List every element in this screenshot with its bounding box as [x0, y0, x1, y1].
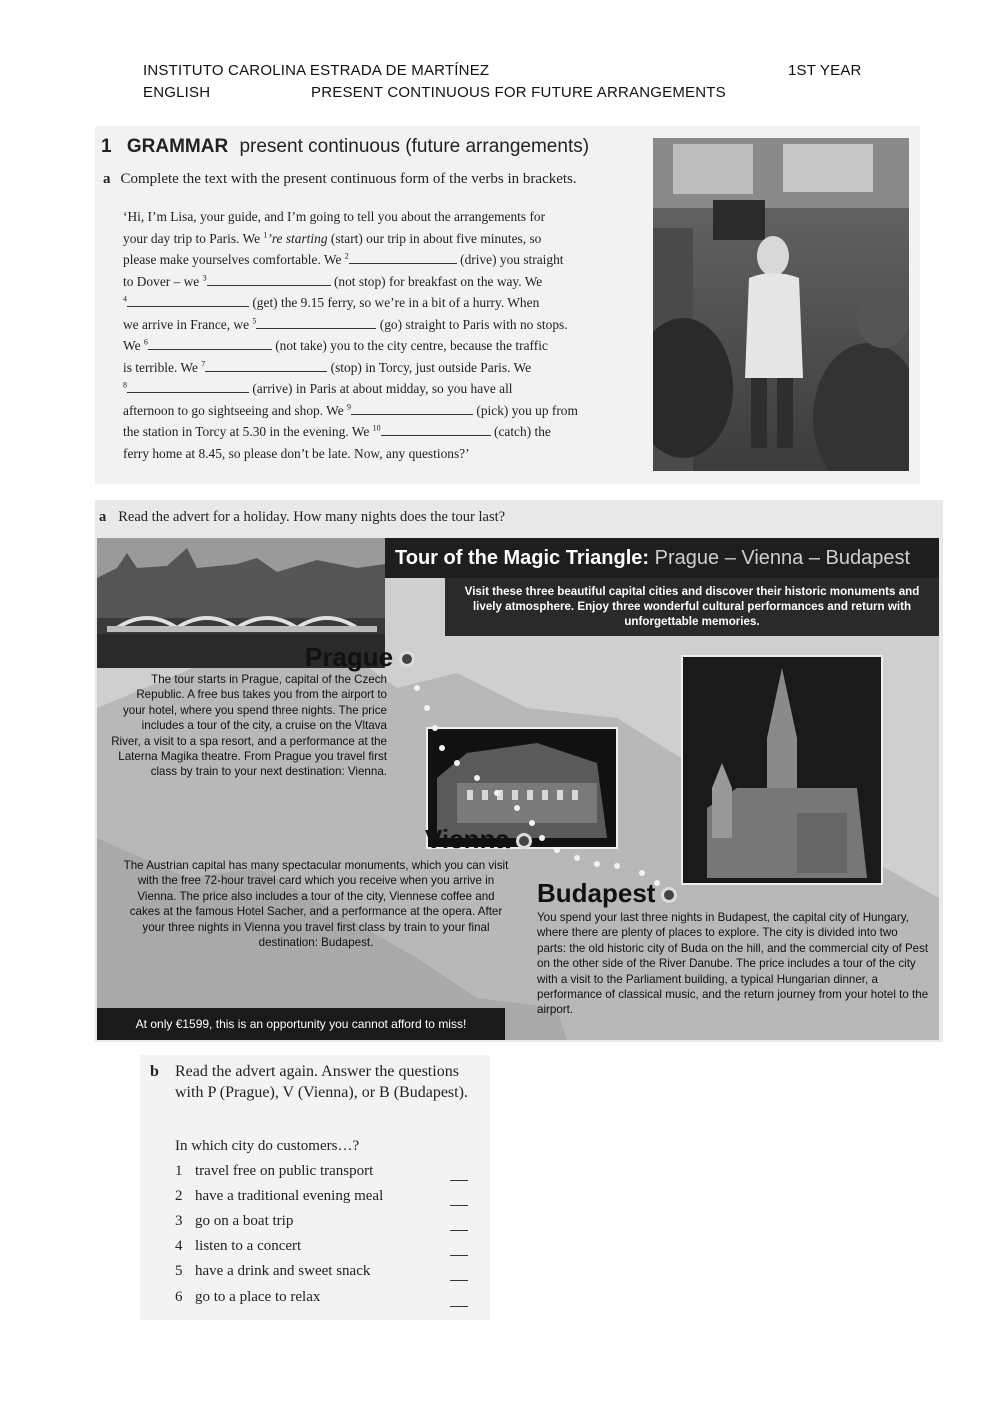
location-pin-icon [516, 833, 532, 849]
advert-title-cities: Prague – Vienna – Budapest [649, 547, 911, 569]
advert-section [95, 500, 943, 1042]
passage-line: ferry home at 8.45, so please don’t be late. Now, any questions?’ [123, 445, 470, 461]
grammar-section [95, 126, 920, 484]
answer-blank[interactable] [450, 1306, 468, 1307]
advert-intro: Visit these three beautiful capital cities and discover their historic monuments and lively atmosphere. Enjoy three wonderful cultural performances and return with unforgettable memories. [445, 578, 939, 636]
year-label: 1ST YEAR [788, 62, 862, 79]
questions-instruction [150, 1061, 475, 1103]
question-item: 1 travel free on public transport [175, 1163, 374, 1179]
answer-blank-9[interactable] [351, 403, 473, 415]
passage-line: ‘Hi, I’m Lisa, your guide, and I’m going to tell you about the arrangements for [123, 209, 546, 224]
advert-title-bold: Tour of the Magic Triangle: [395, 547, 650, 569]
gap-number: 6 [143, 337, 148, 347]
example-answer: ’re starting [267, 230, 328, 246]
passage-line: We $^6$ (not take) you to the city centre, because the traffic [123, 337, 548, 353]
section-title [101, 136, 589, 158]
question-item: 6 go to a place to relax [175, 1289, 321, 1305]
questions-section [140, 1055, 490, 1320]
answer-blank-5[interactable] [256, 317, 376, 329]
exercise-letter: a [99, 509, 107, 525]
answer-blank[interactable] [450, 1230, 468, 1231]
passage-line: $^8$ (arrive) in Paris at about midday, so you have all [123, 380, 513, 396]
answer-blank-10[interactable] [381, 424, 491, 436]
answer-blank[interactable] [450, 1180, 468, 1181]
gap-number: 4 [123, 294, 127, 304]
exercise-instruction [103, 171, 577, 188]
topic-label: PRESENT CONTINUOUS FOR FUTURE ARRANGEMENTS [311, 84, 726, 101]
budapest-text: You spend your last three nights in Budapest, the capital city of Hungary, where there are plenty of places to explore. The city is divided into two parts: the old historic city of Buda on the hill, and the commercial city of Pest on the other side of the River Danube. The price includes a tour of the city with a visit to the Parliament building, a typical Hungarian dinner, a performance of classical music, and the return journey from your hotel to the airport. [537, 911, 929, 1017]
answer-blank[interactable] [450, 1280, 468, 1281]
advert-title [385, 538, 939, 578]
tour-guide-photo [653, 138, 909, 471]
prague-text: The tour starts in Prague, capital of the Czech Republic. A free bus takes you from the airport to your hotel, where you spend three nights. The price includes a tour of the city, a cruise on the Vltava River, a visit to a spa resort, and a performance at the Laterna Magika theatre. From Prague you travel first class by train to your next destination: Vienna. [111, 673, 387, 779]
answer-blank[interactable] [450, 1205, 468, 1206]
gap-number: 7 [201, 359, 206, 369]
answer-blank-8[interactable] [127, 381, 249, 393]
instruction-text: Complete the text with the present continuous form of the verbs in brackets. [120, 171, 577, 187]
answer-blank-7[interactable] [205, 360, 327, 372]
school-name: INSTITUTO CAROLINA ESTRADA DE MARTÍNEZ [143, 62, 490, 79]
location-pin-icon [661, 887, 677, 903]
answer-blank-6[interactable] [148, 338, 272, 350]
passage-line: please make yourselves comfortable. We $^2$ (drive) you straight [123, 251, 564, 267]
budapest-heading: Budapest [537, 878, 677, 909]
question-item: 2 have a traditional evening meal [175, 1188, 384, 1204]
passage-line: your day trip to Paris. We $^1$’re starting (start) our trip in about five minutes, so [123, 230, 542, 246]
answer-blank[interactable] [450, 1255, 468, 1256]
passage-line: is terrible. We $^7$ (stop) in Torcy, just outside Paris. We [123, 359, 532, 375]
gap-number: 10 [372, 423, 381, 433]
exercise-passage [123, 206, 643, 464]
passage-line: to Dover – we $^3$ (not stop) for breakfast on the way. We [123, 273, 543, 289]
answer-blank-2[interactable] [349, 252, 457, 264]
vienna-heading: Vienna [425, 824, 532, 855]
question-item: 3 go on a boat trip [175, 1213, 294, 1229]
gap-number: 9 [347, 402, 352, 412]
price-banner: At only €1599, this is an opportunity you cannot afford to miss! [97, 1008, 505, 1040]
gap-number: 2 [344, 251, 349, 261]
budapest-photo [682, 656, 882, 884]
location-pin-icon [399, 651, 415, 667]
exercise-letter: b [150, 1063, 159, 1080]
section-title-rest: present continuous (future arrangements) [239, 136, 590, 157]
passage-line: the station in Torcy at 5.30 in the evening. We $^{10}$ (catch) the [123, 423, 551, 439]
holiday-advert [97, 538, 939, 1040]
instruction-text: Read the advert for a holiday. How many nights does the tour last? [118, 509, 506, 525]
section-title-bold: GRAMMAR [126, 136, 229, 157]
gap-number: 8 [123, 380, 127, 390]
gap-number: 5 [252, 316, 257, 326]
vienna-text: The Austrian capital has many spectacular monuments, which you can visit with the free 72-hour travel card which you receive when you arrive in Vienna. The price also includes a tour of the city, Viennese coffee and cakes at the famous Hotel Sacher, and a performance at the opera. After your three nights in Vienna you travel first class by train to your final destination: Budapest. [123, 859, 509, 950]
passage-line: afternoon to go sightseeing and shop. We $^9$ (pick) you up from [123, 402, 578, 418]
passage-line: $^4$ (get) the 9.15 ferry, so we’re in a bit of a hurry. When [123, 294, 540, 310]
prague-heading: Prague [305, 642, 415, 673]
answer-blank-4[interactable] [127, 295, 249, 307]
question-prompt: In which city do customers…? [175, 1138, 360, 1154]
subject-label: ENGLISH [143, 84, 211, 101]
exercise-letter: a [103, 171, 111, 187]
question-item: 4 listen to a concert [175, 1238, 302, 1254]
gap-number: 3 [202, 273, 207, 283]
gap-number: 1 [263, 230, 268, 240]
section-number: 1 [101, 136, 112, 157]
advert-instruction [99, 509, 505, 526]
answer-blank-3[interactable] [207, 274, 331, 286]
question-item: 5 have a drink and sweet snack [175, 1263, 371, 1279]
instruction-text: Read the advert again. Answer the questions with P (Prague), V (Vienna), or B (Budapest). [175, 1063, 468, 1101]
passage-line: we arrive in France, we $^5$ (go) straight to Paris with no stops. [123, 316, 568, 332]
